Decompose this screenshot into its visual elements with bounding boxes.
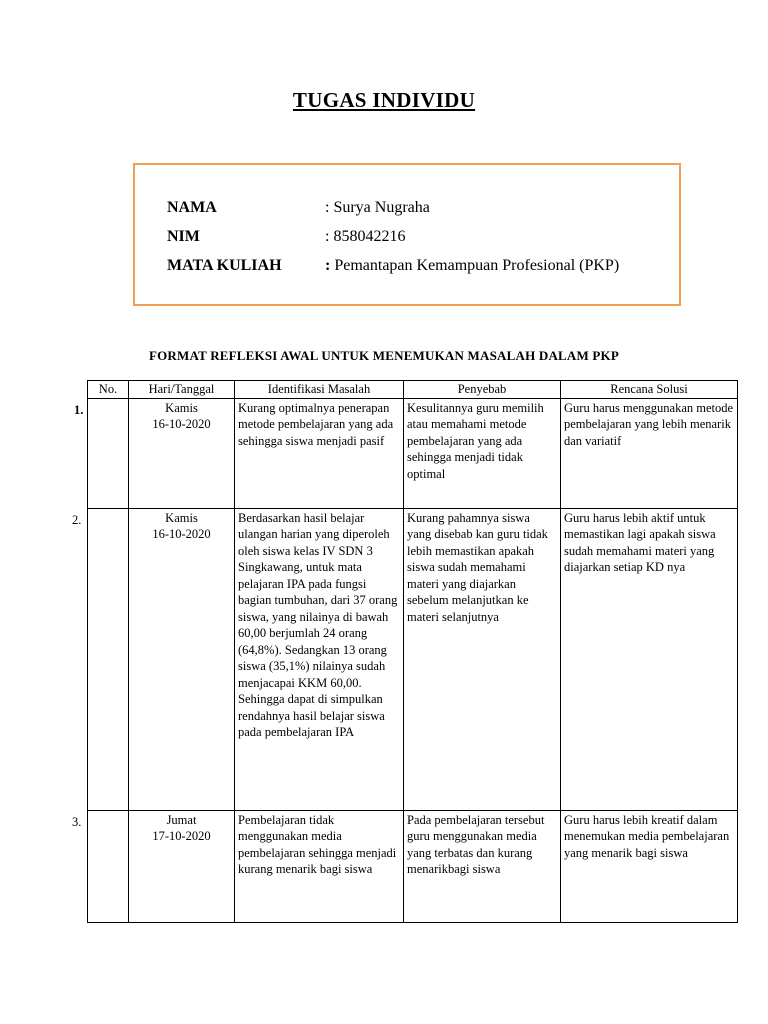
nim-value: : 858042216 [325,228,406,245]
row-number-2: 2. [72,513,82,527]
row-number-1: 1. [74,403,84,417]
cell-masalah: Berdasarkan hasil belajar ulangan harian yang diperoleh oleh siswa kelas IV SDN 3 Singkawang, untuk mata pelajaran IPA pada fungsi bagian tumbuhan, dari 37 orang siswa, yang nilainya di bawah 60,00 berjumlah 24 orang (64,8%). Sedangkan 13 orang siswa (35,1%) nilainya sudah menjacapai KKM 60,00. Sehingga dapat di simpulkan rendahnya hasil belajar siswa pada pembelajaran IPA [235,508,404,810]
mata-kuliah-text: Pemantapan Kemampuan Profesional (PKP) [330,257,620,274]
cell-penyebab: Kesulitannya guru memilih atau memahami metode pembelajaran yang ada sehingga menjadi tidak optimal [404,398,561,508]
table-row [88,810,738,922]
table-row [88,508,738,810]
cell-day: Jumat [166,812,197,827]
cell-day: Kamis [165,400,198,415]
cell-no [88,810,129,922]
cell-hari-tanggal [129,810,235,922]
cell-date: 17-10-2020 [152,829,211,843]
cell-masalah: Pembelajaran tidak menggunakan media pembelajaran sehingga menjadi kurang menarik bagi siswa [235,810,404,922]
mata-kuliah-label: MATA KULIAH [167,257,282,274]
row-number-3: 3. [72,815,82,829]
cell-penyebab: Pada pembelajaran tersebut guru menggunakan media yang terbatas dan kurang menarikbagi siswa [404,810,561,922]
mata-kuliah-colon: : [325,257,331,274]
cell-date: 16-10-2020 [152,417,211,431]
nim-label: NIM [167,228,200,245]
header-identifikasi-masalah: Identifikasi Masalah [235,381,404,399]
page-title: TUGAS INDIVIDU [292,88,476,112]
cell-solusi: Guru harus menggunakan metode pembelajaran yang lebih menarik dan variatif [561,398,738,508]
nama-value: : Surya Nugraha [325,199,430,216]
cell-hari-tanggal [129,508,235,810]
cell-penyebab: Kurang pahamnya siswa yang disebab kan guru tidak lebih memastikan apakah siswa sudah memahami materi yang diajarkan sebelum melanjutkan ke materi selanjutnya [404,508,561,810]
table-subtitle: FORMAT REFLEKSI AWAL UNTUK MENEMUKAN MASALAH DALAM PKP [148,348,620,363]
cell-hari-tanggal [129,398,235,508]
mata-kuliah-value [325,257,619,275]
cell-solusi: Guru harus lebih aktif untuk memastikan lagi apakah siswa sudah memahami materi yang diajarkan setiap KD nya [561,508,738,810]
reflection-table [87,380,738,923]
header-rencana-solusi: Rencana Solusi [561,381,738,399]
table-row [88,398,738,508]
header-no: No. [88,381,129,399]
nama-label: NAMA [167,199,217,216]
cell-solusi: Guru harus lebih kreatif dalam menemukan media pembelajaran yang menarik bagi siswa [561,810,738,922]
identity-box [133,163,681,306]
cell-masalah: Kurang optimalnya penerapan metode pembelajaran yang ada sehingga siswa menjadi pasif [235,398,404,508]
cell-day: Kamis [165,510,198,525]
header-penyebab: Penyebab [404,381,561,399]
table-header-row [88,381,738,399]
cell-no [88,508,129,810]
cell-no [88,398,129,508]
header-hari-tanggal: Hari/Tanggal [129,381,235,399]
cell-date: 16-10-2020 [152,527,211,541]
